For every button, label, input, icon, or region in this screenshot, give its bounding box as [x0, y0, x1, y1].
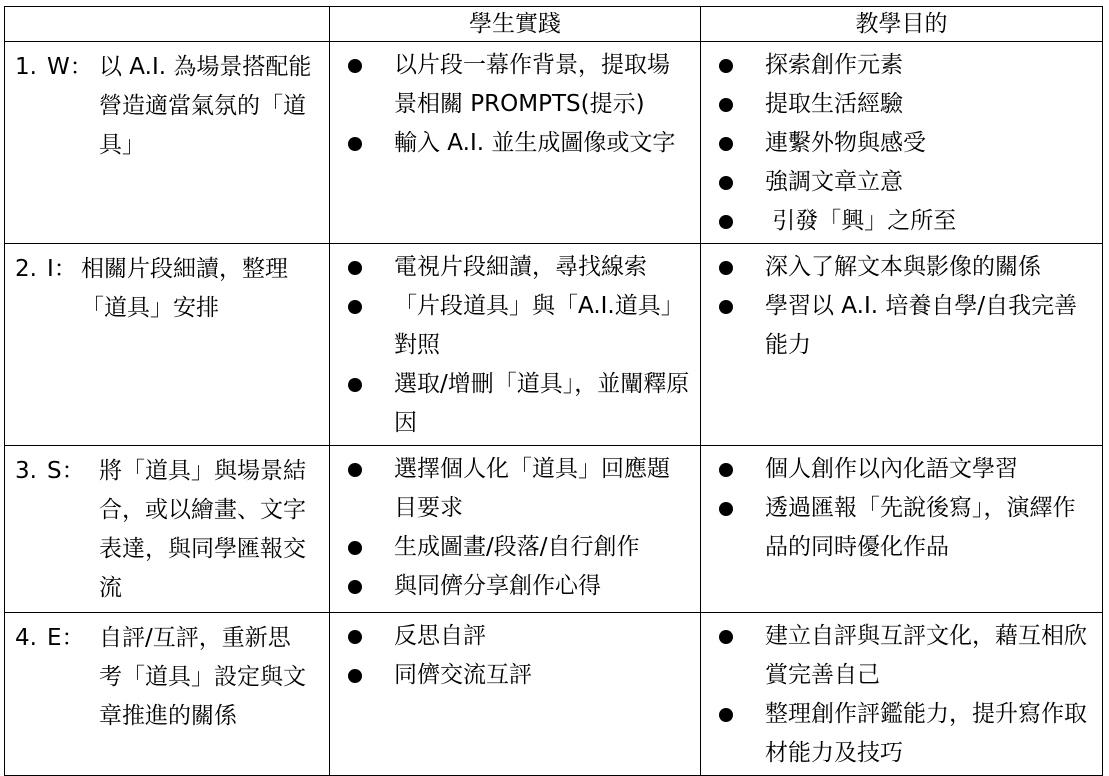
- table-row: [5, 42, 1103, 244]
- list-item: 引發「興」之所至: [711, 202, 1094, 241]
- list-item: 選擇個人化「道具」回應題目要求: [340, 450, 692, 528]
- purpose-list: [701, 42, 1102, 243]
- table-row: [5, 613, 1103, 776]
- bullet-icon: [711, 163, 765, 202]
- bullet-icon: [340, 656, 394, 695]
- practice-list: [330, 446, 700, 608]
- bullet-icon: [711, 695, 765, 773]
- step-cell: [5, 244, 330, 446]
- step-cell: [5, 42, 330, 244]
- list-item: 強調文章立意: [711, 163, 1094, 202]
- list-item: 提取生活經驗: [711, 85, 1094, 124]
- list-item: 同儕交流互評: [340, 656, 692, 695]
- step-number: 2.: [15, 256, 37, 282]
- step-cell: [5, 446, 330, 613]
- header-practice: 學生實踐: [330, 7, 701, 42]
- purpose-list: [701, 244, 1102, 367]
- list-item: 反思自評: [340, 617, 692, 656]
- practice-list: [330, 613, 700, 697]
- list-item: 以片段一幕作背景，提取場景相關 PROMPTS(提示): [340, 46, 692, 124]
- purpose-list: [701, 446, 1102, 569]
- list-item: 生成圖畫/段落/自行創作: [340, 528, 692, 567]
- list-item: 整理創作評鑑能力，提升寫作取材能力及技巧: [711, 695, 1094, 773]
- header-row: [5, 7, 1103, 42]
- step-key: E：: [47, 625, 85, 651]
- bullet-icon: [340, 287, 394, 365]
- list-item: 深入了解文本與影像的關係: [711, 248, 1094, 287]
- step-text: 自評/互評，重新思考「道具」設定與文章推進的關係: [99, 625, 306, 729]
- bullet-icon: [711, 489, 765, 567]
- step-key: S：: [47, 458, 85, 484]
- bullet-icon: [711, 124, 765, 163]
- bullet-icon: [340, 248, 394, 287]
- list-item: 與同儕分享創作心得: [340, 567, 692, 606]
- bullet-icon: [340, 124, 394, 163]
- table-row: [5, 244, 1103, 446]
- list-item: 建立自評與互評文化，藉互相欣賞完善自己: [711, 617, 1094, 695]
- practice-list: [330, 244, 700, 445]
- step-number: 3.: [15, 458, 37, 484]
- header-purpose: 教學目的: [701, 7, 1103, 42]
- bullet-icon: [711, 46, 765, 85]
- bullet-icon: [340, 567, 394, 606]
- bullet-icon: [711, 617, 765, 695]
- step-text: 將「道具」與場景結合，或以繪畫、文字表達，與同學匯報交流: [99, 458, 306, 601]
- step-key: I：: [47, 256, 77, 282]
- list-item: 透過匯報「先說後寫」，演繹作品的同時優化作品: [711, 489, 1094, 567]
- list-item: 連繫外物與感受: [711, 124, 1094, 163]
- bullet-icon: [340, 46, 394, 124]
- purpose-cell: [701, 446, 1103, 613]
- step-number: 1.: [15, 54, 37, 80]
- step-text: 以 A.I. 為場景搭配能營造適當氣氛的「道具」: [99, 54, 312, 158]
- list-item: 電視片段細讀，尋找線索: [340, 248, 692, 287]
- bullet-icon: [711, 287, 765, 365]
- purpose-cell: [701, 42, 1103, 244]
- bullet-icon: [711, 202, 765, 241]
- bullet-icon: [711, 248, 765, 287]
- step-text: 相關片段細讀，整理「道具」安排: [81, 256, 288, 321]
- header-step: [5, 7, 330, 42]
- bullet-icon: [711, 85, 765, 124]
- step-number: 4.: [15, 625, 37, 651]
- bullet-icon: [340, 528, 394, 567]
- bullet-icon: [340, 617, 394, 656]
- list-item: 選取/增刪「道具」，並闡釋原因: [340, 365, 692, 443]
- practice-cell: [330, 446, 701, 613]
- bullet-icon: [340, 365, 394, 443]
- purpose-cell: [701, 244, 1103, 446]
- lesson-plan-table: [4, 6, 1103, 776]
- list-item: 「片段道具」與「A.I.道具」對照: [340, 287, 692, 365]
- table-row: [5, 446, 1103, 613]
- list-item: 輸入 A.I. 並生成圖像或文字: [340, 124, 692, 163]
- list-item: 學習以 A.I. 培養自學/自我完善能力: [711, 287, 1094, 365]
- bullet-icon: [340, 450, 394, 528]
- practice-cell: [330, 42, 701, 244]
- practice-cell: [330, 244, 701, 446]
- step-cell: [5, 613, 330, 776]
- bullet-icon: [711, 450, 765, 489]
- list-item: 個人創作以內化語文學習: [711, 450, 1094, 489]
- step-key: W：: [47, 54, 93, 80]
- list-item: 探索創作元素: [711, 46, 1094, 85]
- practice-list: [330, 42, 700, 165]
- purpose-list: [701, 613, 1102, 775]
- purpose-cell: [701, 613, 1103, 776]
- practice-cell: [330, 613, 701, 776]
